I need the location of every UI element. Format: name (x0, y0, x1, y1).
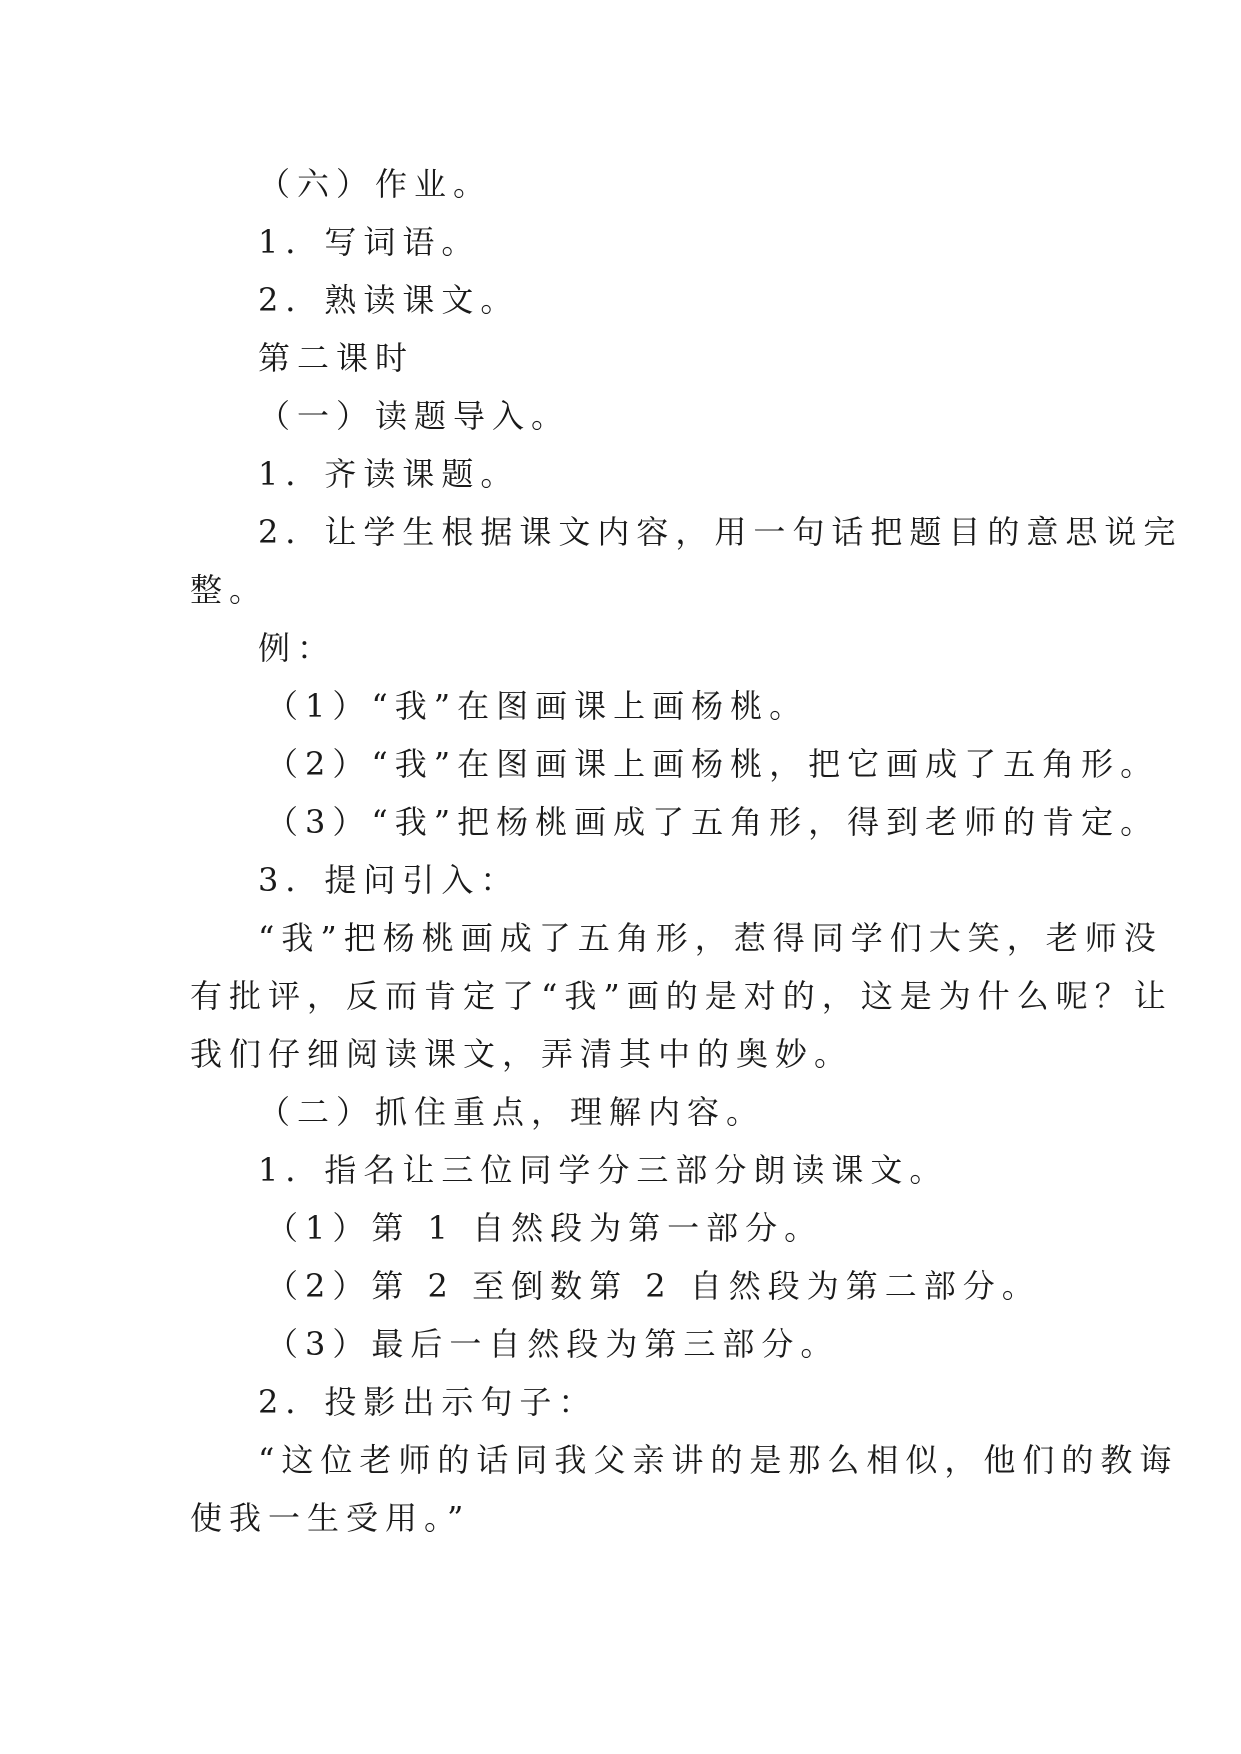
section-heading-intro: （一）读题导入。 (258, 397, 571, 435)
example-item: （2）“我”在图画课上画杨桃，把它画成了五角形。 (266, 745, 1160, 783)
example-item: （1）“我”在图画课上画杨桃。 (266, 687, 809, 725)
paragraph-line: “我”把杨桃画成了五角形，惹得同学们大笑，老师没 (258, 919, 1163, 957)
paragraph-line: 我们仔细阅读课文，弄清其中的奥妙。 (190, 1035, 854, 1073)
list-item: 1．齐读课题。 (258, 455, 520, 493)
list-item: 1．指名让三位同学分三部分朗读课文。 (258, 1151, 949, 1189)
quote-line: “这位老师的话同我父亲讲的是那么相似，他们的教诲 (258, 1441, 1179, 1479)
list-item: 1．写词语。 (258, 223, 481, 261)
sub-list-item: （3）最后一自然段为第三部分。 (266, 1325, 840, 1363)
sub-list-item: （2）第 2 至倒数第 2 自然段为第二部分。 (266, 1267, 1041, 1305)
example-label: 例： (258, 629, 337, 667)
sub-list-item: （1）第 1 自然段为第一部分。 (266, 1209, 824, 1247)
quote-line: 使我一生受用。” (190, 1499, 471, 1537)
example-item: （3）“我”把杨桃画成了五角形，得到老师的肯定。 (266, 803, 1160, 841)
paragraph-line: 整。 (190, 571, 269, 609)
paragraph-line: 有批评，反而肯定了“我”画的是对的，这是为什么呢？让 (190, 977, 1173, 1015)
lesson-heading: 第二课时 (258, 339, 415, 377)
list-item: 2．投影出示句子： (258, 1383, 598, 1421)
section-heading-focus: （二）抓住重点，理解内容。 (258, 1093, 766, 1131)
list-item: 2．熟读课文。 (258, 281, 520, 319)
list-item: 3．提问引入： (258, 861, 520, 899)
paragraph-line: 2．让学生根据课文内容，用一句话把题目的意思说完 (258, 513, 1183, 551)
section-heading-homework: （六）作业。 (258, 165, 493, 203)
